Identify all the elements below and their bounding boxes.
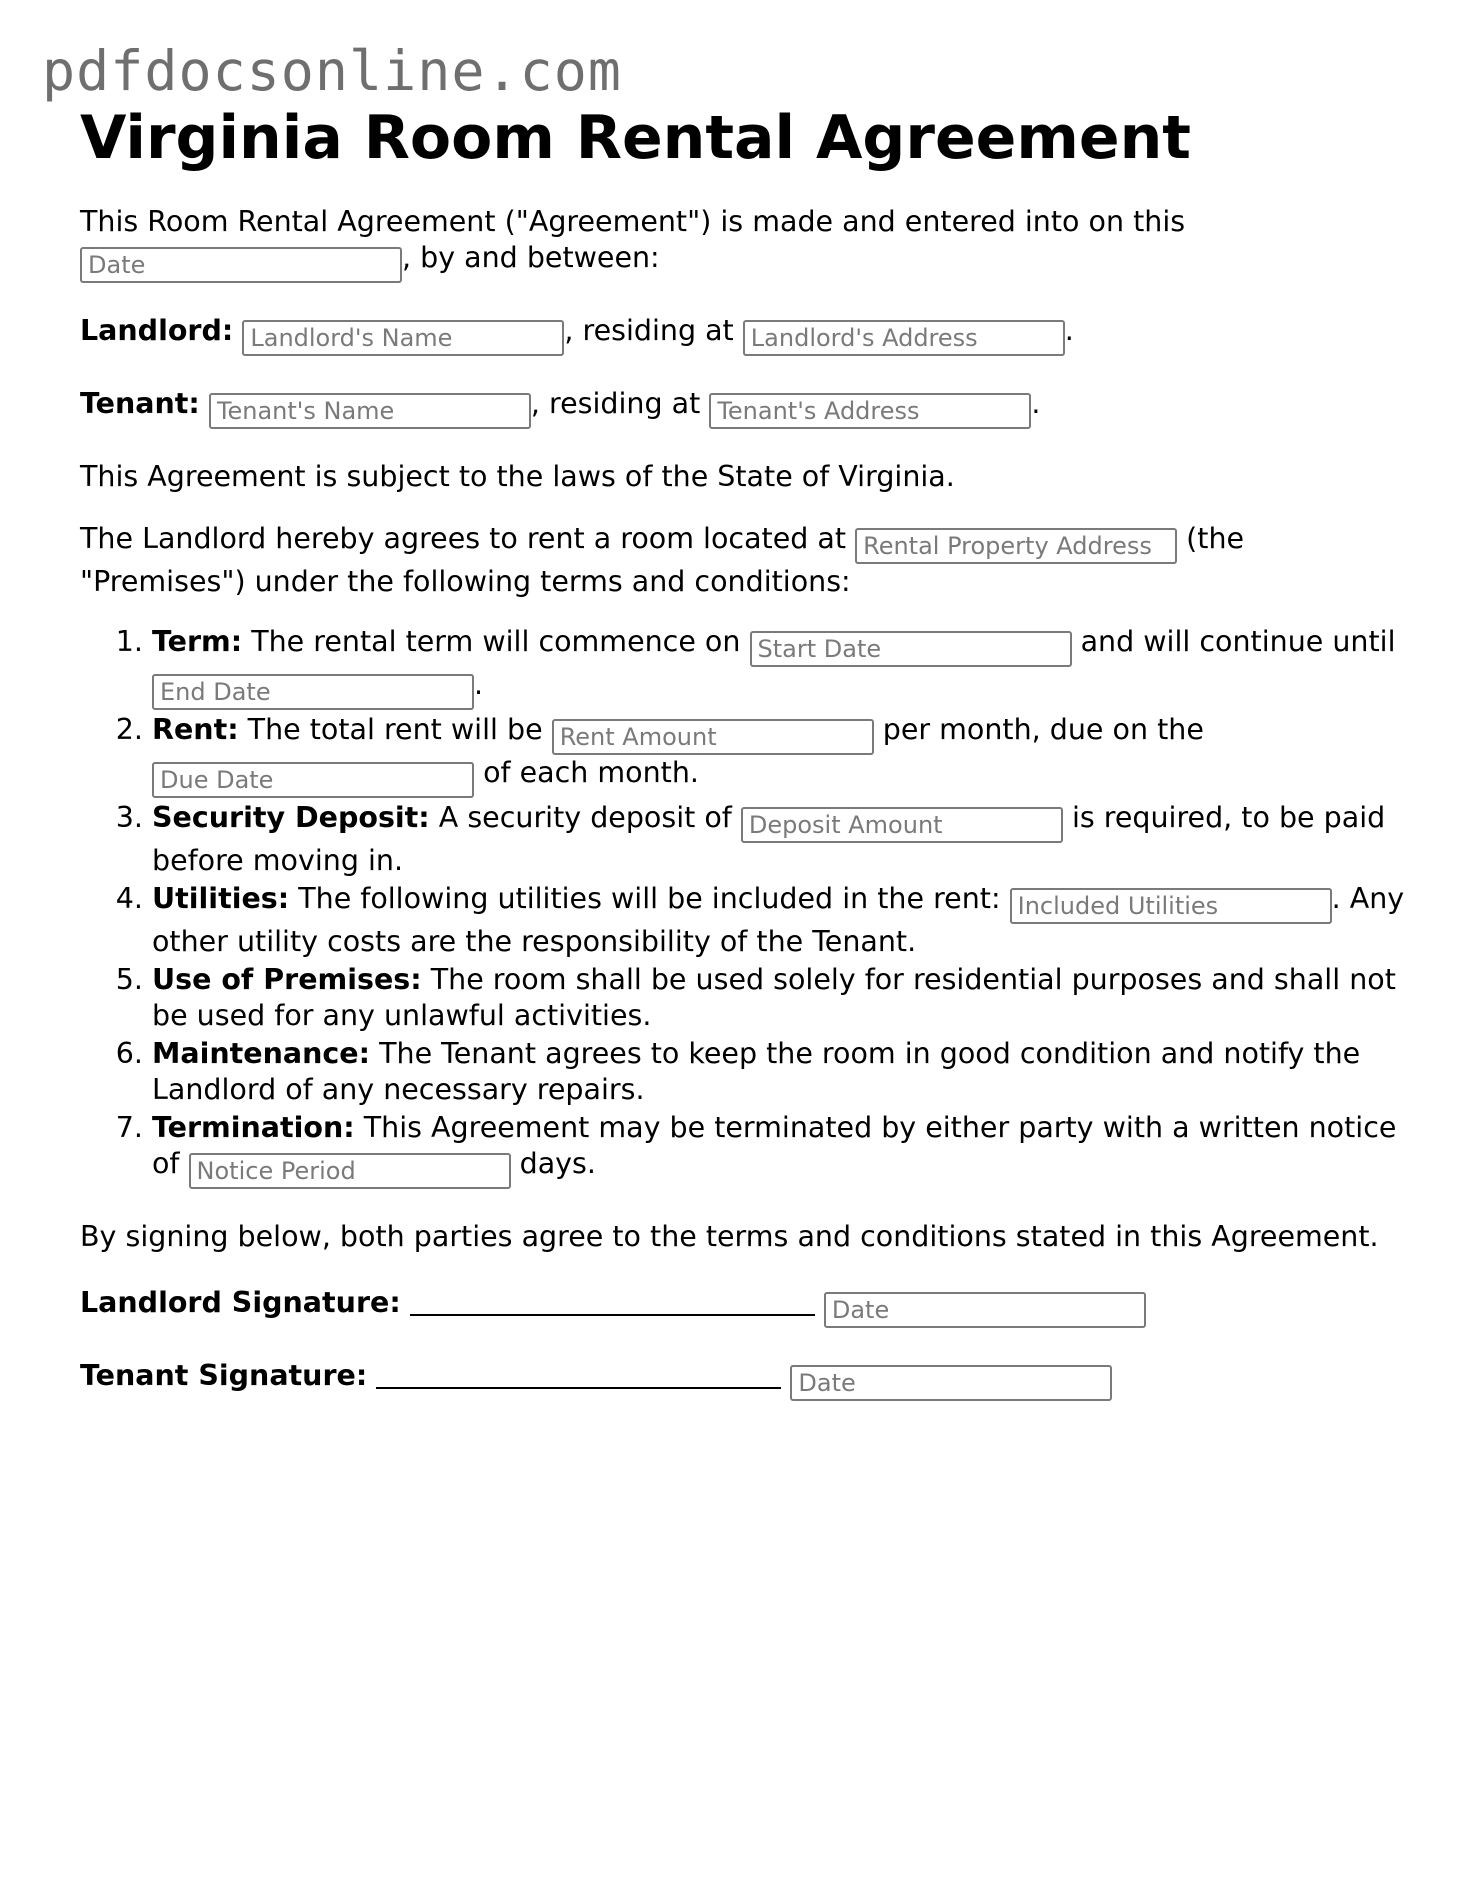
deposit-item: [152, 800, 1410, 879]
tenant-signature-label: Tenant Signature:: [80, 1359, 368, 1392]
term-text-continue: and will continue until: [1080, 625, 1396, 658]
intro-text: This Room Rental Agreement ("Agreement") is made and entered into on this: [80, 205, 1186, 238]
end-date-field[interactable]: [152, 674, 474, 710]
tenant-period: .: [1031, 387, 1041, 420]
landlord-line: [80, 313, 1410, 356]
tenant-line: [80, 386, 1410, 429]
rent-text-due: per month, due on the: [882, 713, 1204, 746]
termination-label: Termination:: [152, 1111, 355, 1144]
governing-law-text: This Agreement is subject to the laws of the State of Virginia.: [80, 460, 955, 493]
tenant-residing-text: , residing at: [530, 387, 701, 420]
utilities-text: The following utilities will be included in the rent:: [298, 882, 1001, 915]
landlord-label: Landlord:: [80, 314, 234, 347]
rent-label: Rent:: [152, 713, 239, 746]
use-text: The room shall be used solely for residential purposes and shall not be used for any unlawful activities.: [152, 963, 1396, 1032]
rental-property-address-field[interactable]: [855, 528, 1177, 564]
tenant-signature-blank[interactable]: [376, 1363, 781, 1389]
use-of-premises-item: [152, 962, 1410, 1034]
rent-text-end: of each month.: [483, 756, 699, 789]
tenant-signature-date-field[interactable]: [790, 1365, 1112, 1401]
termination-item: [152, 1110, 1410, 1189]
agreement-date-field[interactable]: [80, 247, 402, 283]
premises-text: The Landlord hereby agrees to rent a room located at: [80, 522, 847, 555]
utilities-label: Utilities:: [152, 882, 290, 915]
use-label: Use of Premises:: [152, 963, 422, 996]
utilities-text-end: . Any other utility costs are the responsibility of the Tenant.: [152, 882, 1405, 958]
watermark: pdfdocsonline.com: [42, 39, 622, 103]
intro-text-after: , by and between:: [402, 241, 660, 274]
tenant-signature-line: [80, 1358, 1410, 1401]
deposit-label: Security Deposit:: [152, 801, 430, 834]
agreement-document: [80, 100, 1410, 1401]
start-date-field[interactable]: [750, 631, 1072, 667]
term-item: [152, 624, 1410, 710]
landlord-signature-date-field[interactable]: [824, 1292, 1146, 1328]
premises-paragraph: [80, 521, 1410, 600]
tenant-address-field[interactable]: [709, 393, 1031, 429]
rent-amount-field[interactable]: [552, 719, 874, 755]
maintenance-label: Maintenance:: [152, 1037, 371, 1070]
included-utilities-field[interactable]: [1010, 888, 1332, 924]
landlord-signature-blank[interactable]: [410, 1290, 815, 1316]
term-period: .: [474, 668, 484, 701]
notice-period-field[interactable]: [189, 1153, 511, 1189]
terms-list: [80, 624, 1410, 1189]
landlord-signature-label: Landlord Signature:: [80, 1286, 401, 1319]
page-title: Virginia Room Rental Agreement: [80, 103, 1191, 173]
rent-item: [152, 712, 1410, 798]
maintenance-item: [152, 1036, 1410, 1108]
termination-text: This Agreement may be terminated by either party with a written notice of: [152, 1111, 1397, 1180]
premises-text-after: (the "Premises") under the following terms and conditions:: [80, 522, 1245, 598]
landlord-residing-text: , residing at: [564, 314, 734, 347]
term-text: The rental term will commence on: [251, 625, 741, 658]
term-label: Term:: [152, 625, 243, 658]
tenant-label: Tenant:: [80, 387, 200, 420]
landlord-name-field[interactable]: [242, 320, 564, 356]
landlord-address-field[interactable]: [743, 320, 1065, 356]
rent-text: The total rent will be: [247, 713, 543, 746]
landlord-signature-line: [80, 1285, 1410, 1328]
tenant-name-field[interactable]: [209, 393, 531, 429]
intro-paragraph: [80, 204, 1410, 283]
deposit-text: A security deposit of: [438, 801, 732, 834]
maintenance-text: The Tenant agrees to keep the room in good condition and notify the Landlord of any necessary repairs.: [152, 1037, 1361, 1106]
deposit-amount-field[interactable]: [741, 807, 1063, 843]
due-date-field[interactable]: [152, 762, 474, 798]
utilities-item: [152, 881, 1410, 960]
closing-statement: By signing below, both parties agree to the terms and conditions stated in this Agreement.: [80, 1220, 1379, 1253]
termination-text-end: days.: [519, 1147, 596, 1180]
deposit-text-end: is required, to be paid before moving in.: [152, 801, 1386, 877]
landlord-period: .: [1064, 314, 1074, 347]
